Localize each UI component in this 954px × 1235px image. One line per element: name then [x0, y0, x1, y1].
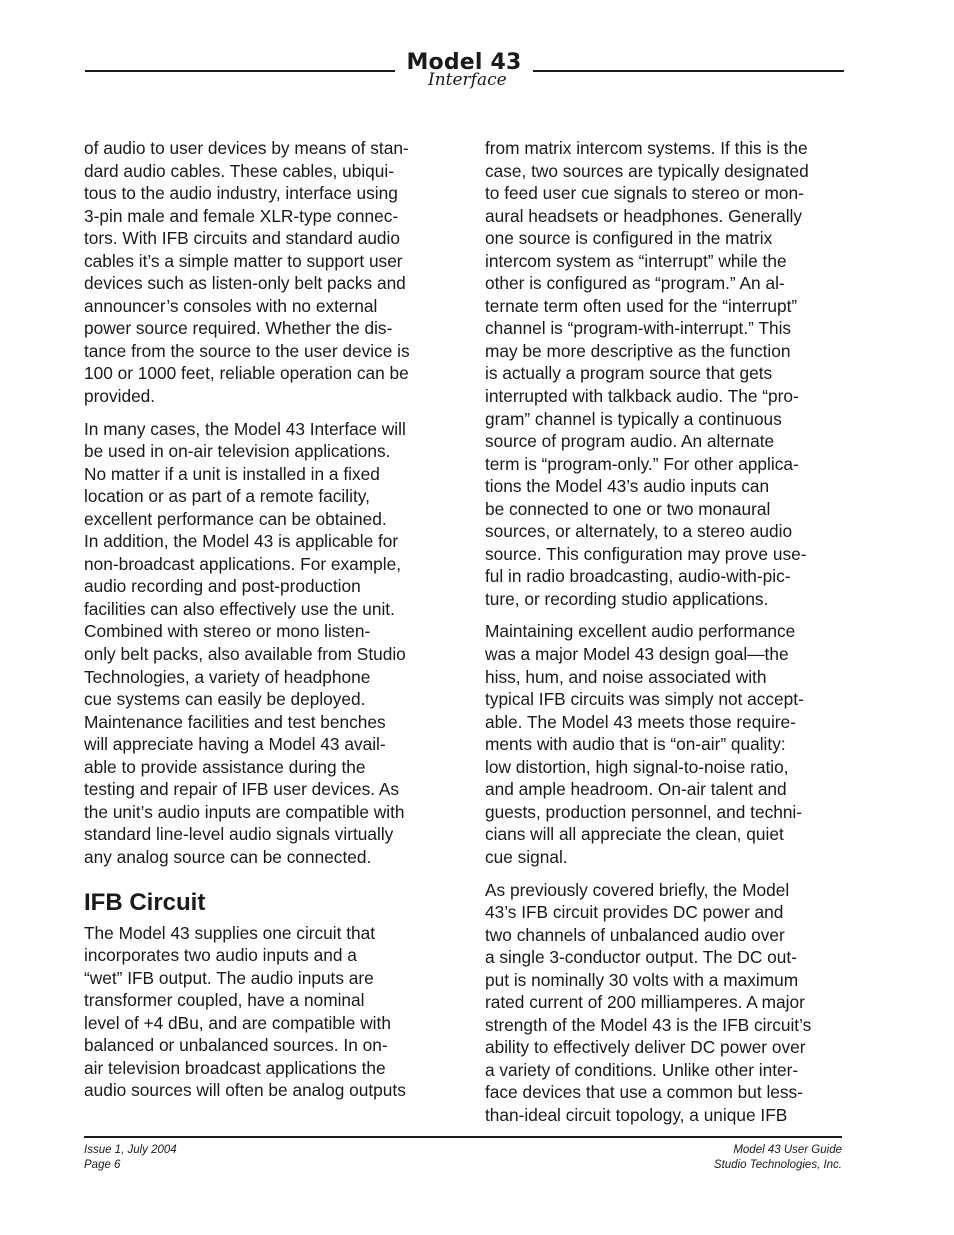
- text-line: to feed user cue signals to stereo or mon-: [485, 183, 804, 204]
- text-line: of audio to user devices by means of stan-: [84, 138, 409, 158]
- text-line: is actually a program source that gets: [485, 363, 773, 384]
- footer-right: [714, 1143, 842, 1173]
- left-column: [84, 137, 456, 1112]
- text-line: cables it’s a simple matter to support user: [84, 250, 403, 271]
- text-line: audio sources will often be analog outputs: [84, 1080, 406, 1101]
- text-line: sources, or alternately, to a stereo audio: [485, 521, 793, 542]
- text-line: source of program audio. An alternate: [485, 431, 775, 452]
- text-line: Combined with stereo or mono listen-: [84, 621, 371, 642]
- text-line: excellent performance can be obtained.: [84, 508, 387, 529]
- right-column: [485, 137, 857, 1137]
- paragraph: [485, 137, 857, 610]
- text-line: ful in radio broadcasting, audio-with-pic-: [485, 566, 791, 587]
- text-line: only belt packs, also available from Studio: [84, 644, 406, 665]
- text-line: channel is “program-with-interrupt.” This: [485, 318, 792, 339]
- text-line: cue signal.: [485, 846, 568, 867]
- text-line: dard audio cables. These cables, ubiqui-: [84, 160, 394, 181]
- text-line: one source is configured in the matrix: [485, 228, 773, 249]
- text-line: provided.: [84, 386, 156, 407]
- footer-issue: Issue 1, July 2004: [84, 1144, 177, 1156]
- text-line: will appreciate having a Model 43 avail-: [84, 734, 386, 755]
- text-line: case, two sources are typically designated: [485, 160, 809, 181]
- text-line: Maintaining excellent audio performance: [485, 621, 796, 642]
- text-line: 3-pin male and female XLR-type connec-: [84, 205, 399, 226]
- logo-title: Model 43: [406, 50, 522, 75]
- text-line: able to provide assistance during the: [84, 756, 366, 777]
- text-line: from matrix intercom systems. If this is the: [485, 138, 808, 158]
- text-line: 100 or 1000 feet, reliable operation can be: [84, 363, 409, 384]
- text-line: facilities can also effectively use the unit.: [84, 598, 395, 619]
- text-line: gram” channel is typically a continuous: [485, 408, 782, 429]
- paragraph: [485, 879, 857, 1127]
- text-line: rated current of 200 milliamperes. A major: [485, 992, 805, 1013]
- text-line: balanced or unbalanced sources. In on-: [84, 1035, 388, 1056]
- text-line: term is “program-only.” For other applica-: [485, 453, 799, 474]
- text-line: In many cases, the Model 43 Interface will: [84, 418, 406, 439]
- text-line: be connected to one or two monaural: [485, 498, 771, 519]
- logo-subtitle: Interface: [428, 70, 507, 90]
- header-rule-right: [533, 70, 844, 72]
- footer-company: Studio Technologies, Inc.: [713, 1159, 842, 1171]
- text-line: devices such as listen-only belt packs and: [84, 273, 406, 294]
- text-line: location or as part of a remote facility,: [84, 486, 370, 507]
- model-43-logo: [400, 50, 528, 90]
- header-rule-left: [85, 70, 395, 72]
- text-line: tous to the audio industry, interface using: [84, 183, 398, 204]
- text-line: Technologies, a variety of headphone: [84, 666, 371, 687]
- text-line: incorporates two audio inputs and a: [84, 945, 357, 966]
- paragraph: [84, 137, 456, 408]
- text-line: may be more descriptive as the function: [485, 340, 791, 361]
- text-line: strength of the Model 43 is the IFB circuit’s: [485, 1014, 812, 1035]
- paragraph: [84, 418, 456, 869]
- text-line: In addition, the Model 43 is applicable for: [84, 531, 399, 552]
- text-line: non-broadcast applications. For example,: [84, 553, 401, 574]
- text-line: “wet” IFB output. The audio inputs are: [84, 967, 374, 988]
- text-line: low distortion, high signal-to-noise ratio,: [485, 756, 789, 777]
- text-line: and ample headroom. On-air talent and: [485, 779, 787, 800]
- text-line: level of +4 dBu, and are compatible with: [84, 1012, 391, 1033]
- footer-left: [84, 1143, 177, 1173]
- footer-rule: [84, 1136, 842, 1138]
- text-line: The Model 43 supplies one circuit that: [84, 922, 376, 943]
- text-line: a variety of conditions. Unlike other inter-: [485, 1059, 799, 1080]
- text-line: hiss, hum, and noise associated with: [485, 666, 767, 687]
- text-line: ability to effectively deliver DC power over: [485, 1037, 806, 1058]
- text-line: two channels of unbalanced audio over: [485, 924, 785, 945]
- footer-page-number: Page 6: [84, 1159, 121, 1171]
- section-heading: IFB Circuit: [84, 888, 206, 916]
- text-line: tors. With IFB circuits and standard audio: [84, 228, 400, 249]
- text-line: interrupted with talkback audio. The “pro-: [485, 386, 799, 407]
- text-line: able. The Model 43 meets those require-: [485, 711, 796, 732]
- paragraph: [84, 922, 456, 1102]
- text-line: Maintenance facilities and test benches: [84, 711, 386, 732]
- text-line: put is nominally 30 volts with a maximum: [485, 969, 799, 990]
- text-line: tance from the source to the user device is: [84, 340, 410, 361]
- text-line: than-ideal circuit topology, a unique IFB: [485, 1104, 788, 1125]
- text-line: As previously covered briefly, the Model: [485, 879, 790, 900]
- text-line: 43’s IFB circuit provides DC power and: [485, 902, 784, 923]
- text-line: any analog source can be connected.: [84, 846, 372, 867]
- text-line: intercom system as “interrupt” while the: [485, 250, 787, 271]
- text-line: guests, production personnel, and techni-: [485, 801, 803, 822]
- text-line: be used in on-air television applications.: [84, 441, 391, 462]
- text-line: power source required. Whether the dis-: [84, 318, 393, 339]
- text-line: cians will all appreciate the clean, quiet: [485, 824, 784, 845]
- text-line: tions the Model 43’s audio inputs can: [485, 476, 770, 497]
- text-line: ternate term often used for the “interrupt”: [485, 295, 798, 316]
- text-line: standard line-level audio signals virtually: [84, 824, 394, 845]
- text-line: ments with audio that is “on-air” quality:: [485, 734, 786, 755]
- footer-guide-title: Model 43 User Guide: [733, 1144, 842, 1156]
- text-line: face devices that use a common but less-: [485, 1082, 803, 1103]
- text-line: transformer coupled, have a nominal: [84, 990, 365, 1011]
- text-line: was a major Model 43 design goal—the: [485, 644, 789, 665]
- text-line: cue systems can easily be deployed.: [84, 689, 366, 710]
- text-line: a single 3-conductor output. The DC out-: [485, 947, 797, 968]
- text-line: typical IFB circuits was simply not accept-: [485, 689, 804, 710]
- text-line: the unit’s audio inputs are compatible with: [84, 801, 405, 822]
- text-line: aural headsets or headphones. Generally: [485, 205, 803, 226]
- text-line: testing and repair of IFB user devices. As: [84, 779, 400, 800]
- text-line: announcer’s consoles with no external: [84, 295, 378, 316]
- text-line: other is configured as “program.” An al-: [485, 273, 785, 294]
- text-line: source. This configuration may prove use-: [485, 543, 807, 564]
- text-line: air television broadcast applications the: [84, 1057, 386, 1078]
- text-line: audio recording and post-production: [84, 576, 361, 597]
- text-line: No matter if a unit is installed in a fixed: [84, 463, 380, 484]
- paragraph: [485, 620, 857, 868]
- text-line: ture, or recording studio applications.: [485, 588, 769, 609]
